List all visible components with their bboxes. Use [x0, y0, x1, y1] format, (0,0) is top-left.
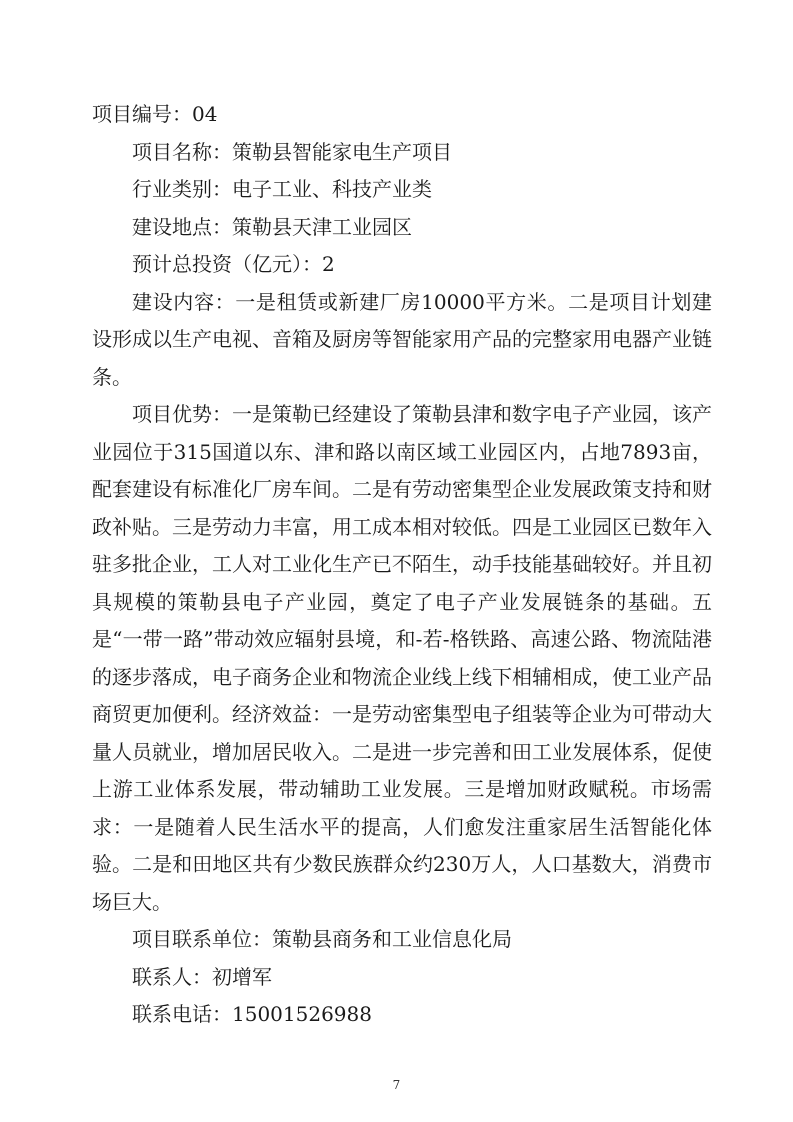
project-number: 项目编号：04 [92, 102, 218, 126]
contact-person: 联系人：初增军 [132, 964, 272, 989]
document-body [92, 96, 712, 1034]
construction-content: 建设内容：一是租赁或新建厂房10000平方米。二是项目计划建设形成以生产电视、音箱及厨房等智能家用产品的完整家用电器产业链条。 [92, 289, 712, 389]
industry-category: 行业类别：电子工业、科技产业类 [132, 177, 432, 201]
contact-phone: 联系电话：15001526988 [132, 1002, 372, 1026]
page-number: 7 [392, 1078, 401, 1092]
project-advantages: 项目优势：一是策勒已经建设了策勒县津和数字电子产业园，该产业园位于315国道以东、津和路以南区域工业园区内，占地7893亩，配套建设有标准化厂房车间。二是有劳动密集型企业发展政策支持和财政补贴。三是劳动力丰富，用工成本相对较低。四是工业园区已数年入驻多批企业，工人对工业化生产已不陌生，动手技能基础较好。并且初具规模的策勒县电子产业园，奠定了电子产业发展链条的基础。五是“一带一路”带动效应辐射县境，和-若-格铁路、高速公路、物流陆港的逐步落成，电子商务企业和物流企业线上线下相辅相成，使工业产品商贸更加便利。经济效益：一是劳动密集型电子组装等企业为可带动大量人员就业，增加居民收入。二是进一步完善和田工业发展体系，促使上游工业体系发展，带动辅助工业发展。三是增加财政赋税。市场需求：一是随着人民生活水平的提高，人们愈发注重家居生活智能化体验。二是和田地区共有少数民族群众约230万人，人口基数大，消费市场巨大。 [92, 402, 712, 914]
contact-unit: 项目联系单位：策勒县商务和工业信息化局 [132, 927, 512, 951]
construction-location: 建设地点：策勒县天津工业园区 [132, 214, 412, 239]
project-name: 项目名称：策勒县智能家电生产项目 [132, 139, 452, 164]
total-investment: 预计总投资（亿元）：2 [132, 252, 335, 276]
